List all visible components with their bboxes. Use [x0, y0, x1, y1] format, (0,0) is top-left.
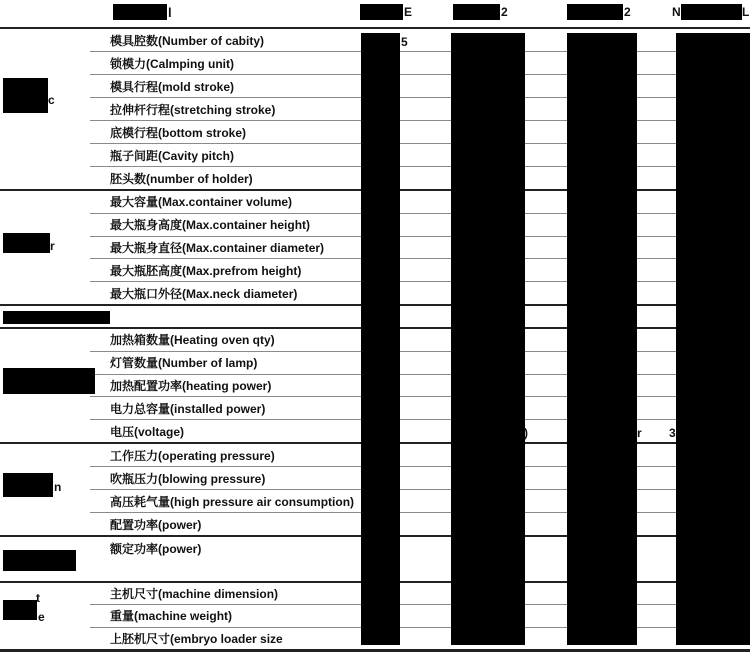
spec-row: [90, 537, 750, 560]
spec-row: [90, 144, 750, 167]
text-fragment: E: [404, 5, 413, 19]
spec-row: [90, 75, 750, 98]
spec-row: [90, 329, 750, 352]
text-fragment: n: [54, 480, 62, 494]
redaction-bar-category-5: [3, 550, 76, 571]
redaction-bar-model-name: [113, 4, 167, 20]
spec-label: 模具行程(mold stroke): [110, 79, 235, 94]
spec-label: 配置功率(power): [110, 517, 202, 532]
text-fragment: r: [50, 239, 55, 253]
spec-label: 底模行程(bottom stroke): [110, 125, 246, 140]
redaction-bar-model-2: [453, 4, 500, 20]
spec-label: 锁模力(Calmping unit): [110, 56, 234, 71]
spec-row: [90, 98, 750, 121]
spec-label: 最大瓶口外径(Max.neck diameter): [110, 286, 298, 301]
text-fragment: 2: [501, 5, 508, 19]
spec-label: 灯管数量(Number of lamp): [110, 356, 258, 371]
text-fragment: 3: [669, 426, 676, 440]
spec-row: [90, 214, 750, 237]
redaction-bar-values-col1: [361, 33, 400, 645]
spec-row: [90, 352, 750, 375]
spec-label: 最大瓶身高度(Max.container height): [110, 218, 311, 233]
spec-label: 重量(machine weight): [110, 609, 233, 624]
spec-label: 最大瓶身直径(Max.container diameter): [110, 240, 325, 255]
redaction-bar-model-1: [360, 4, 403, 20]
spec-row: [90, 583, 750, 605]
spec-label: 最大瓶胚高度(Max.prefrom height): [110, 263, 302, 278]
redaction-bar-category-6: [3, 600, 37, 620]
redaction-bar-model-3: [567, 4, 623, 20]
spec-row: [90, 513, 750, 535]
spec-label: 吹瓶压力(blowing pressure): [110, 471, 266, 486]
text-fragment: 5: [401, 35, 408, 49]
spec-label: 模具腔数(Number of cabity): [110, 33, 265, 48]
redaction-bar-values-col3: [567, 33, 637, 645]
redaction-bar-model-4: [681, 4, 742, 20]
spec-row: [90, 397, 750, 420]
text-fragment: r: [637, 426, 642, 440]
spec-label: 最大容量(Max.container volume): [110, 195, 293, 210]
spec-row: [90, 628, 750, 649]
spec-label: 胚头数(number of holder): [110, 171, 253, 186]
spec-row: [90, 444, 750, 467]
spec-label: 电压(voltage): [110, 424, 185, 439]
spec-label: 加热箱数量(Heating oven qty): [110, 333, 275, 348]
spec-label: 上胚机尺寸(embryo loader size: [110, 631, 283, 646]
spec-label: 工作压力(operating pressure): [110, 448, 275, 463]
redaction-bar-category-band: [3, 311, 110, 324]
spec-row: [90, 191, 750, 214]
text-fragment: ): [524, 426, 528, 440]
spec-row: [90, 237, 750, 260]
redaction-bar-category-2: [3, 233, 50, 253]
text-fragment: L: [742, 5, 750, 19]
redaction-bar-category-4: [3, 473, 53, 497]
header-row: [0, 0, 750, 29]
spec-row: [90, 282, 750, 304]
spec-row: [90, 259, 750, 282]
text-fragment: e: [38, 610, 45, 624]
spec-label: 高压耗气量(high pressure air consumption): [110, 494, 355, 509]
text-fragment: c: [48, 93, 55, 107]
spec-label: 加热配置功率(heating power): [110, 378, 272, 393]
redaction-bar-values-col4: [676, 33, 750, 645]
spec-row: [90, 121, 750, 144]
spec-label: 主机尺寸(machine dimension): [110, 587, 279, 602]
text-fragment: 2: [624, 5, 631, 19]
redaction-bar-values-col2: [451, 33, 525, 645]
spec-row: [90, 167, 750, 189]
spec-row: [90, 375, 750, 398]
spec-row: [90, 52, 750, 75]
redaction-bar-category-3: [3, 368, 95, 394]
spec-row: [90, 29, 750, 52]
text-fragment: N: [672, 5, 681, 19]
spec-label: 瓶子间距(Cavity pitch): [110, 148, 235, 163]
spec-label: 拉伸杆行程(stretching stroke): [110, 102, 276, 117]
text-fragment: l: [168, 5, 172, 20]
spec-row: [90, 605, 750, 627]
text-fragment: t: [36, 591, 40, 605]
spec-row: [90, 420, 750, 442]
redaction-bar-category-1: [3, 78, 48, 113]
spec-row: [90, 490, 750, 513]
spec-row: [90, 467, 750, 490]
spec-label: 电力总容量(installed power): [110, 401, 266, 416]
spec-label: 额定功率(power): [110, 542, 202, 556]
